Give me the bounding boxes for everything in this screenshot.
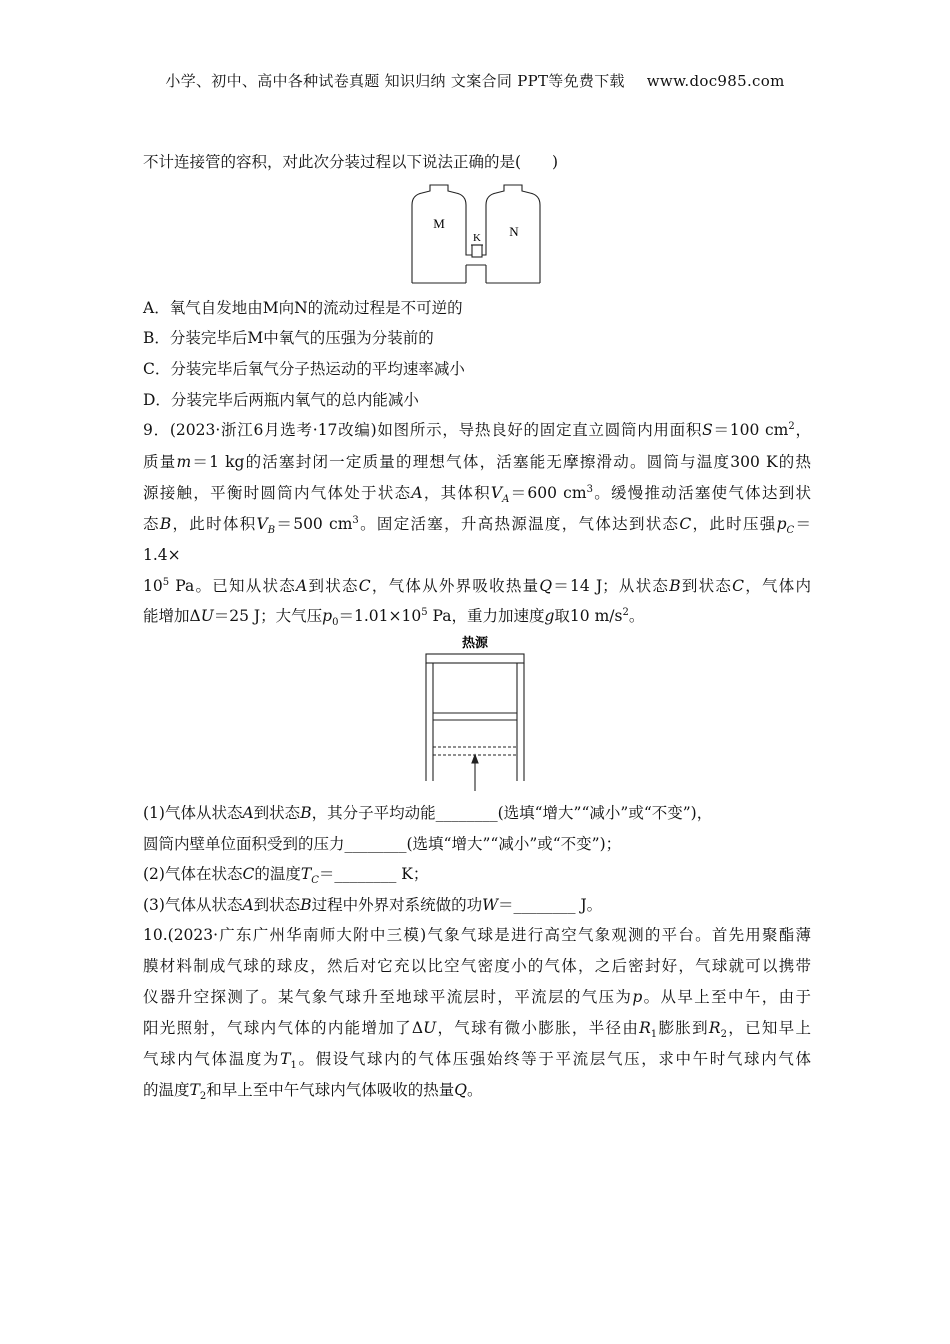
q10-line-2: 膜材料制成气球的球皮，然后对它充以比空气密度小的气体，之后密封好，气球就可以携带 bbox=[143, 957, 811, 975]
q9-line-3: 源接触，平衡时圆筒内气体处于状态A，其体积$V_A=600$ $cm^3$。缓慢推动活塞使气体达到状 bbox=[143, 483, 811, 506]
q8-option-d: D．分装完毕后两瓶内氧气的总内能减小 bbox=[143, 391, 419, 409]
page-header bbox=[0, 70, 950, 91]
q8-option-b: B．分装完毕后M中氧气的压强为分装前的 bbox=[143, 329, 434, 347]
q9-sub-1b: 圆筒内壁单位面积受到的压力________(选填“增大”“减小”或“不变”)； bbox=[143, 835, 622, 853]
q10-line-3: 仪器升空探测了。某气象气球升至地球平流层时，平流层的气压为p。从早上至中午，由于 bbox=[143, 988, 811, 1006]
label-k: K bbox=[473, 232, 481, 244]
q9-line-6: $10^5$ Pa。已知从状态A到状态C，气体从外界吸收热量Q＝14 J；从状态B到状态C，气体内 bbox=[143, 576, 811, 595]
q9-sub-1a: (1)气体从状态A到状态B，其分子平均动能________(选填“增大”“减小”或“不变”)， bbox=[143, 804, 713, 822]
q10-line-6: 的温度$T_2$和早上至中午气球内气体吸收的热量Q。 bbox=[143, 1081, 483, 1103]
label-m: M bbox=[433, 216, 445, 231]
q8-option-a: A．氧气自发地由M向N的流动过程是不可逆的 bbox=[143, 299, 463, 317]
q10-line-5: 气球内气体温度为$T_1$。假设气球内的气体压强始终等于平流层气压，求中午时气球内气体 bbox=[143, 1050, 811, 1072]
q9-line-4: 态B，此时体积$V_B=500$ $cm^3$。固定活塞，升高热源温度，气体达到状态C，此时压强$p_C=$ bbox=[143, 514, 811, 537]
label-n: N bbox=[509, 224, 519, 239]
q9-line-7: 能增加ΔU＝25 J；大气压$p_0=1.01\times 10^5$ Pa，重力加速度g取10 $m/s^2$。 bbox=[143, 606, 645, 629]
q9-cylinder-figure bbox=[425, 633, 525, 793]
q8-stem-end: 不计连接管的容积，对此次分装过程以下说法正确的是( ) bbox=[143, 153, 559, 171]
q9-line-1: 9．(2023·浙江6月选考·17改编)如图所示，导热良好的固定直立圆筒内用面积S＝100 $cm^2$， bbox=[143, 420, 812, 439]
q10-line-1: 10.(2023·广东广州华南师大附中三模)气象气球是进行高空气象观测的平台。首先用聚酯薄 bbox=[143, 926, 811, 944]
q9-line-5: 1.4× bbox=[143, 546, 181, 564]
heat-source-label: 热源 bbox=[461, 636, 489, 651]
q8-bottles-figure bbox=[410, 183, 542, 285]
header-text: 小学、初中、高中各种试卷真题 知识归纳 文案合同 PPT等免费下载 bbox=[165, 72, 625, 90]
q9-sub-2: (2)气体在状态C的温度$T_C=\_\_\_\_\_\_\_\_$ K； bbox=[143, 865, 429, 887]
q10-line-4: 阳光照射，气球内气体的内能增加了ΔU，气球有微小膨胀，半径由$R_1$膨胀到$R_2$，已知早上 bbox=[143, 1019, 811, 1041]
q9-line-2: 质量m＝1 kg的活塞封闭一定质量的理想气体，活塞能无摩擦滑动。圆筒与温度300 K的热 bbox=[143, 453, 811, 471]
q9-sub-3: (3)气体从状态A到状态B过程中外界对系统做的功W＝________ J。 bbox=[143, 896, 603, 914]
q8-option-c: C．分装完毕后氧气分子热运动的平均速率减小 bbox=[143, 360, 465, 378]
header-site: www.doc985.com bbox=[646, 72, 785, 90]
